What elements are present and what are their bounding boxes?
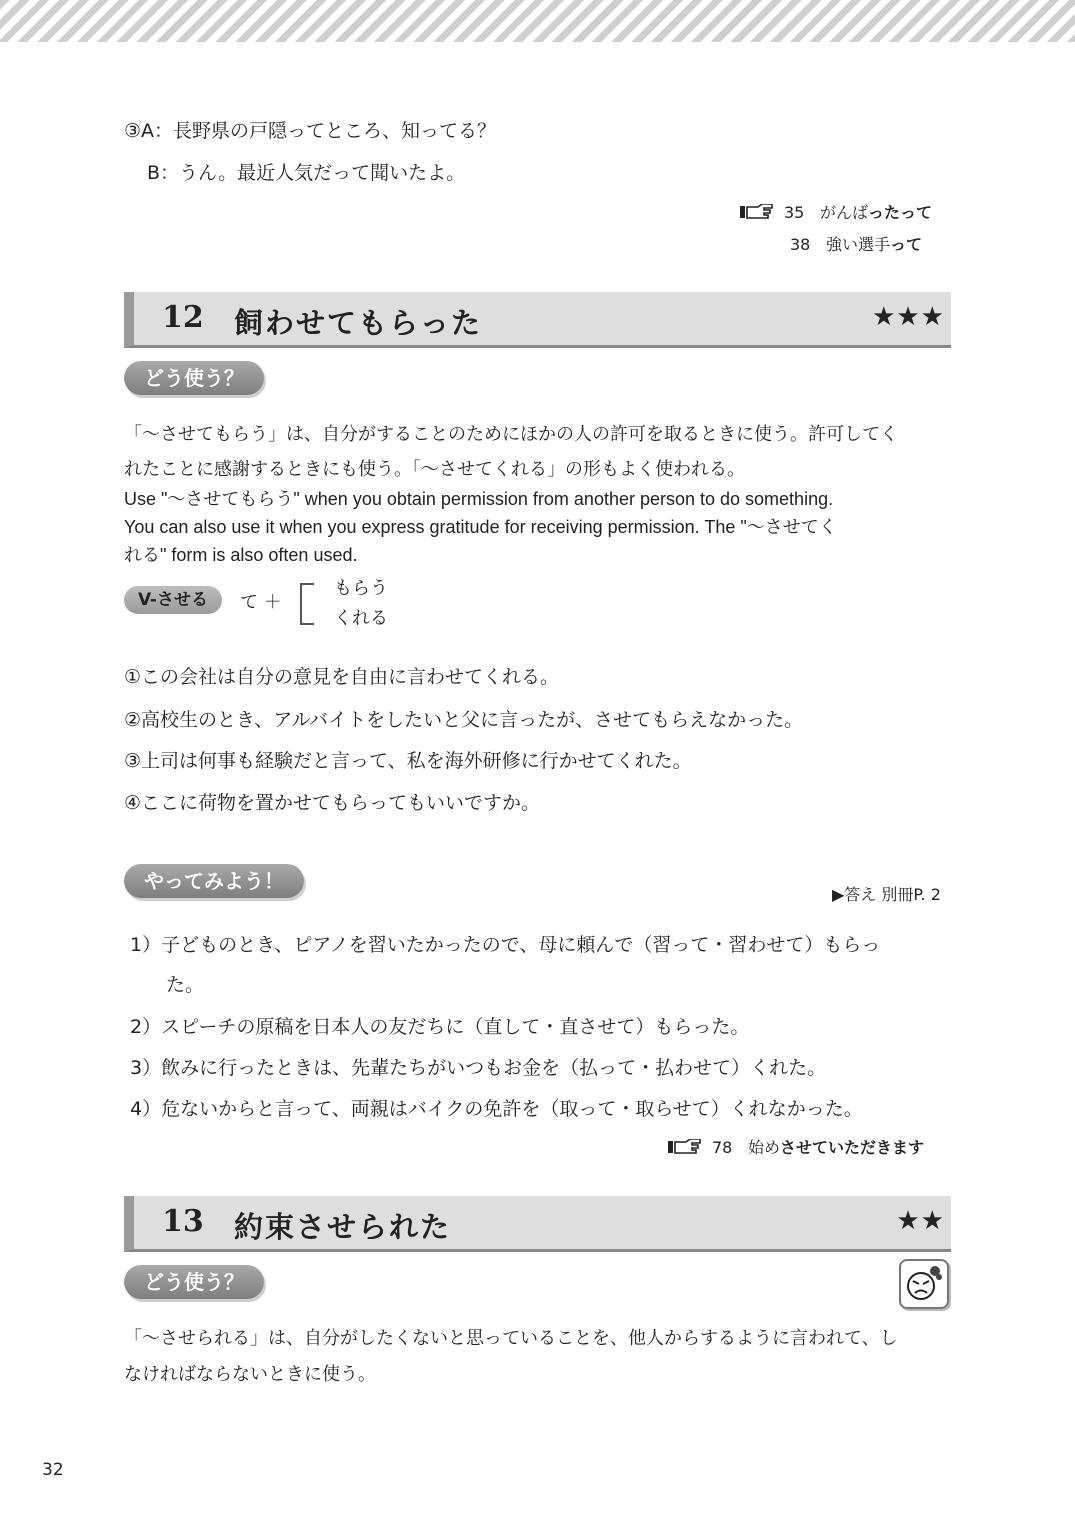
ref-number: 78 (712, 1138, 733, 1157)
explanation-jp-line-1: 「～させられる」は、自分がしたくないと思っていることを、他人からするように言われて、し (124, 1328, 898, 1349)
page-number: 32 (42, 1460, 64, 1480)
explanation-jp-line-2: なければならないときに使う。 (124, 1364, 376, 1385)
pattern-bracket (300, 583, 314, 625)
explanation-jp-line-1: 「～させてもらう」は、自分がすることのためにほかの人の許可を取るときに使う。許可してく (124, 424, 898, 445)
ref-bold: ったって (868, 203, 933, 222)
explanation-en-line-2: You can also use it when you express gratitude for receiving permission. The "～させてく (124, 517, 837, 537)
section-number: 13 (162, 1204, 204, 1239)
exercise-2: 2）スピーチの原稿を日本人の友だちに（直して・直させて）もらった。 (130, 1016, 750, 1038)
difficulty-stars: ★★ (896, 1206, 945, 1236)
answer-reference: ▶答え 別冊P. 2 (832, 885, 941, 904)
section-title: 飼わせてもらった (234, 306, 483, 340)
difficulty-stars: ★★★ (872, 302, 945, 332)
exercise-3: 3）飲みに行ったときは、先輩たちがいつもお金を（払って・払わせて）くれた。 (130, 1057, 827, 1079)
example-1: ①この会社は自分の意見を自由に言わせてくれる。 (124, 666, 560, 688)
exercise-1-continued: た。 (166, 974, 205, 996)
cross-reference-78 (668, 1135, 924, 1158)
cross-reference-35 (740, 200, 932, 223)
explanation-en-line-3: れる" form is also often used. (124, 545, 358, 565)
ref-prefix: 始め (748, 1138, 781, 1157)
section-13-header (124, 1196, 951, 1252)
example-4: ④ここに荷物を置かせてもらってもいいですか。 (124, 792, 541, 814)
grumpy-face-icon (899, 1259, 949, 1309)
example-line-a: ③A：長野県の戸隠ってところ、知ってる？ (124, 120, 497, 142)
ref-prefix: 強い選手 (826, 235, 891, 254)
example-2: ②高校生のとき、アルバイトをしたいと父に言ったが、させてもらえなかった。 (124, 709, 804, 731)
section-title: 約束させられた (234, 1210, 452, 1244)
exercise-1: 1）子どものとき、ピアノを習いたかったので、母に頼んで（習って・習わせて）もらっ (130, 934, 881, 956)
usage-label: どう使う？ (124, 361, 264, 395)
top-stripe-band (0, 0, 1075, 42)
exercise-4: 4）危ないからと言って、両親はバイクの免許を（取って・取らせて）くれなかった。 (130, 1098, 863, 1120)
practice-label: やってみよう！ (124, 864, 304, 898)
pattern-option-kureru: くれる (334, 608, 388, 629)
section-12-header (124, 292, 951, 348)
example-line-b: B：うん。最近人気だって聞いたよ。 (147, 162, 466, 184)
pattern-te-plus: て ＋ (240, 592, 282, 613)
ref-prefix: がんば (820, 203, 869, 222)
section-number: 12 (162, 300, 204, 335)
ref-bold: って (890, 235, 923, 254)
explanation-en-line-1: Use "～させてもらう" when you obtain permission from another person to do something. (124, 489, 834, 509)
pointing-hand-icon (740, 204, 774, 220)
pointing-hand-icon (668, 1139, 702, 1155)
usage-label: どう使う？ (124, 1265, 264, 1299)
explanation-jp-line-2: れたことに感謝するときにも使う。「～させてくれる」の形もよく使われる。 (124, 459, 745, 480)
ref-number: 38 (790, 235, 811, 254)
verb-form-pill: V-させる (124, 586, 222, 614)
ref-bold: させていただきます (780, 1138, 925, 1157)
pattern-option-morau: もらう (334, 578, 388, 599)
example-3: ③上司は何事も経験だと言って、私を海外研修に行かせてくれた。 (124, 750, 692, 772)
ref-number: 35 (784, 203, 805, 222)
cross-reference-38 (790, 232, 922, 255)
